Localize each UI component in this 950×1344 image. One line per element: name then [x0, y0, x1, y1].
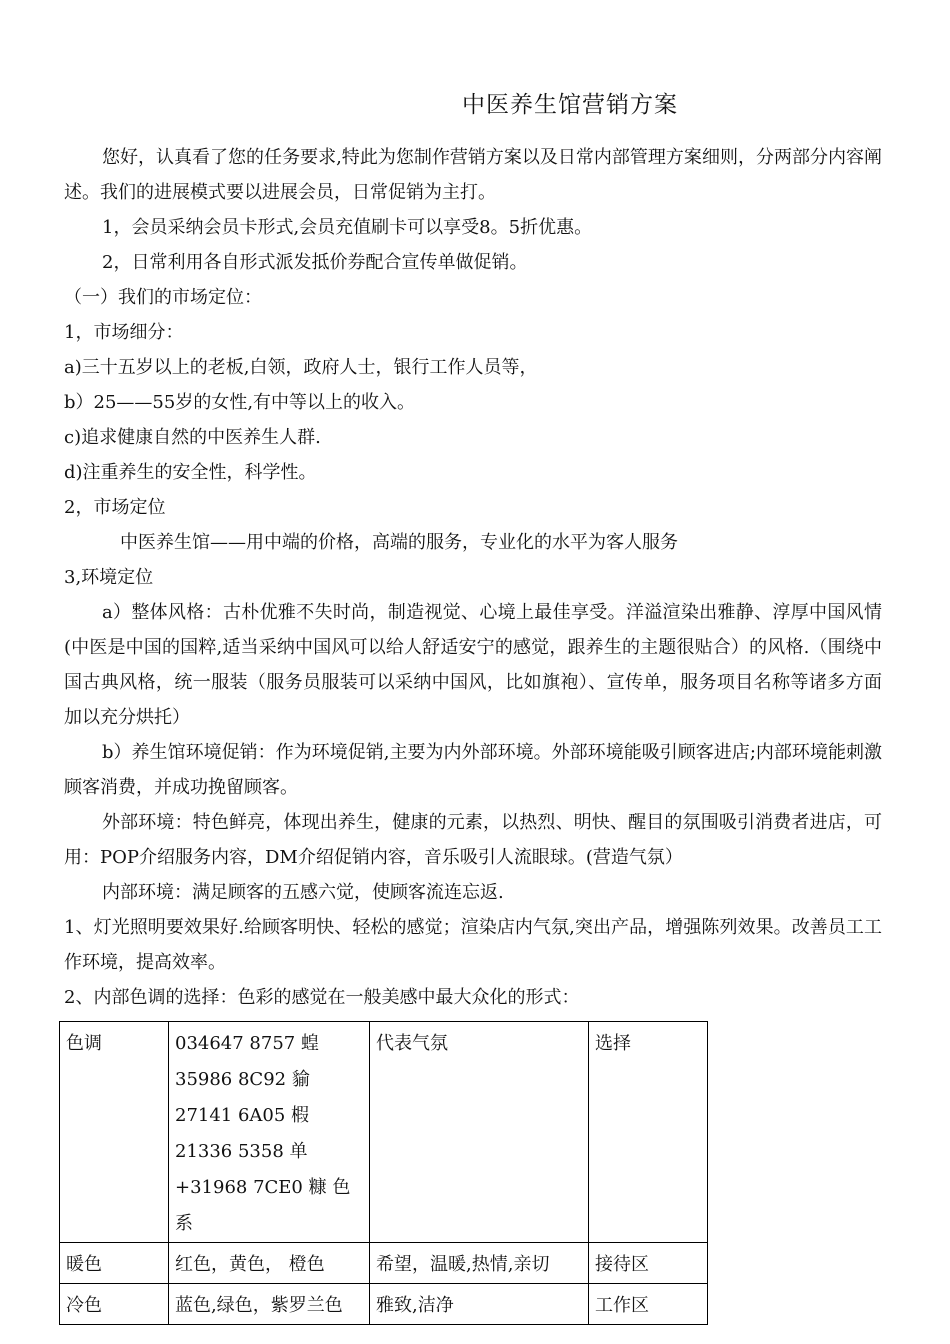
list-item: b）25——55岁的女性,有中等以上的收入。	[64, 392, 416, 413]
paragraph: 外部环境：特色鲜亮，体现出养生，健康的元素，以热烈、明快、醒目的氛围吸引消费者进店，可用：POP介绍服务内容，DM介绍促销内容，音乐吸引人流眼球。(营造气氛）	[64, 812, 882, 868]
section-heading: （一）我们的市场定位：	[64, 287, 262, 308]
table-cell: 暖色	[60, 1243, 169, 1284]
subsection-heading: 2，市场定位	[64, 497, 166, 518]
intro-paragraph: 您好，认真看了您的任务要求,特此为您制作营销方案以及日常内部管理方案细则，分两部分内容阐述。我们的进展模式要以进展会员，日常促销为主打。	[64, 147, 882, 203]
paragraph: b）养生馆环境促销：作为环境促销,主要为内外部环境。外部环境能吸引顾客进店;内部环境能刺激顾客消费，并成功挽留顾客。	[64, 742, 882, 798]
subsection-heading: 1，市场细分：	[64, 322, 184, 343]
table-cell: 红色，黄色， 橙色	[169, 1243, 370, 1284]
paragraph: 2，日常利用各自形式派发抵价券配合宣传单做促销。	[102, 252, 528, 273]
list-item: a)三十五岁以上的老板,白领，政府人士，银行工作人员等，	[64, 357, 538, 378]
document-body	[64, 140, 882, 1015]
table-cell: 蓝色,绿色，紫罗兰色	[169, 1284, 370, 1325]
color-table	[59, 1021, 708, 1325]
table-cell: 雅致,洁净	[370, 1284, 589, 1325]
list-item: d)注重养生的安全性，科学性。	[64, 462, 317, 483]
paragraph: 1，会员采纳会员卡形式,会员充值刷卡可以享受8。5折优惠。	[102, 217, 593, 238]
paragraph: 中医养生馆——用中端的价格，高端的服务，专业化的水平为客人服务	[120, 532, 678, 553]
table-cell: 代表气氛	[370, 1022, 589, 1243]
list-item: c)追求健康自然的中医养生人群.	[64, 427, 321, 448]
table-cell: 希望，温暖,热情,亲切	[370, 1243, 589, 1284]
table-cell: 选择	[589, 1022, 708, 1243]
table-row	[60, 1284, 708, 1325]
table-cell: 034647 8757 蝗 35986 8C92 貐27141 6A05 椵21336 5358 单+31968 7CE0 糠 色系	[169, 1022, 370, 1243]
paragraph: 2、内部色调的选择：色彩的感觉在一般美感中最大众化的形式：	[64, 987, 580, 1008]
table-row	[60, 1243, 708, 1284]
table-cell: 工作区	[589, 1284, 708, 1325]
paragraph: a）整体风格：古朴优雅不失时尚，制造视觉、心境上最佳享受。洋溢渲染出雅静、淳厚中国风情(中医是中国的国粹,适当采纳中国风可以给人舒适安宁的感觉，跟养生的主题很贴合）的风格.（围绕中国古典风格，统一服装（服务员服装可以采纳中国风，比如旗袍）、宣传单，服务项目名称等诸多方面加以充分烘托）	[64, 602, 882, 728]
table-cell: 接待区	[589, 1243, 708, 1284]
subsection-heading: 3,环境定位	[64, 567, 154, 588]
table-header-row	[60, 1022, 708, 1243]
table-cell: 冷色	[60, 1284, 169, 1325]
paragraph: 1、灯光照明要效果好.给顾客明快、轻松的感觉；渲染店内气氛,突出产品，增强陈列效果。改善员工工作环境，提高效率。	[64, 917, 882, 973]
document-title: 中医养生馆营销方案	[462, 92, 678, 118]
paragraph: 内部环境：满足顾客的五感六觉，使顾客流连忘返.	[102, 882, 504, 903]
table-cell: 色调	[60, 1022, 169, 1243]
